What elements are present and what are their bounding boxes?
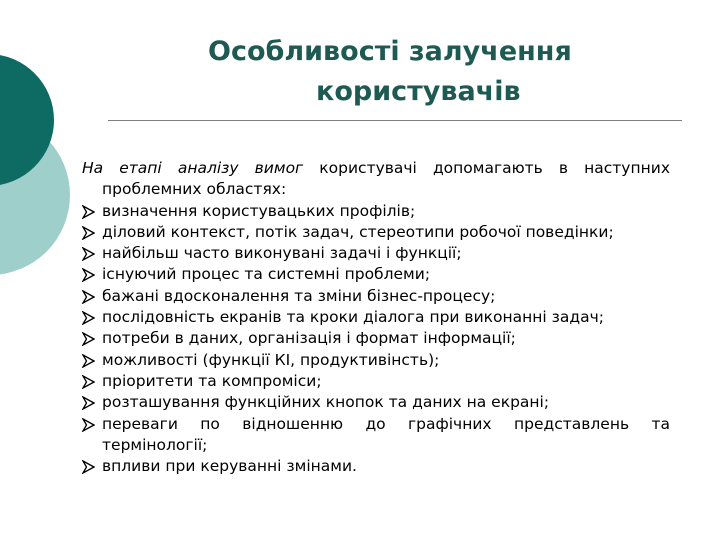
list-item bbox=[82, 392, 670, 413]
list-item-text: найбільш часто виконувані задачі і функції; bbox=[102, 244, 462, 263]
requirements-list bbox=[82, 201, 670, 478]
list-item-text: можливості (функції КІ, продуктивінсть); bbox=[102, 350, 440, 369]
list-item-text: існуючий процес та системні проблеми; bbox=[102, 265, 431, 284]
arrow-bullet-icon bbox=[82, 396, 95, 410]
list-item bbox=[82, 414, 670, 457]
list-item bbox=[82, 201, 670, 222]
arrow-bullet-icon bbox=[82, 332, 95, 346]
list-item-text: пріоритети та компроміси; bbox=[102, 371, 322, 390]
list-item bbox=[82, 456, 670, 477]
list-item-text: послідовність екранів та кроки діалога при виконанні задач; bbox=[102, 308, 604, 327]
list-item bbox=[82, 307, 670, 328]
arrow-bullet-icon bbox=[82, 226, 95, 240]
arrow-bullet-icon bbox=[82, 418, 95, 432]
arrow-bullet-icon bbox=[82, 290, 95, 304]
intro-text: користувачі допомагають в наступних проблемних областях: bbox=[102, 159, 670, 199]
arrow-bullet-icon bbox=[82, 375, 95, 389]
arrow-bullet-icon bbox=[82, 268, 95, 282]
list-item-text: переваги по відношенню до графічних представлень та термінології; bbox=[102, 414, 670, 454]
title-line-1: Особливості залучення bbox=[208, 36, 572, 67]
list-item-text: розташування функційних кнопок та даних на екрані; bbox=[102, 393, 550, 412]
arrow-bullet-icon bbox=[82, 354, 95, 368]
arrow-bullet-icon bbox=[82, 460, 95, 474]
intro-italic-text: На етапі аналізу вимог bbox=[82, 159, 304, 177]
list-item bbox=[82, 243, 670, 264]
list-item bbox=[82, 222, 670, 243]
list-item-text: потреби в даних, організація і формат інформації; bbox=[102, 329, 516, 348]
arrow-bullet-icon bbox=[82, 247, 95, 261]
list-item bbox=[82, 286, 670, 307]
list-item-text: бажані вдосконалення та зміни бізнес-процесу; bbox=[102, 286, 496, 305]
list-item bbox=[82, 371, 670, 392]
list-item-text: діловий контекст, потік задач, стереотипи робочої поведінки; bbox=[102, 222, 614, 241]
arrow-bullet-icon bbox=[82, 311, 95, 325]
list-item-text: впливи при керуванні змінами. bbox=[102, 457, 357, 476]
title-divider bbox=[108, 120, 682, 121]
list-item-text: визначення користувацьких профілів; bbox=[102, 201, 416, 220]
intro-paragraph bbox=[82, 158, 670, 201]
arrow-bullet-icon bbox=[82, 205, 95, 219]
list-item bbox=[82, 264, 670, 285]
list-item bbox=[82, 328, 670, 349]
slide-body bbox=[82, 158, 670, 477]
slide-title bbox=[150, 32, 650, 112]
title-line-2: користувачів bbox=[316, 76, 521, 107]
list-item bbox=[82, 350, 670, 371]
